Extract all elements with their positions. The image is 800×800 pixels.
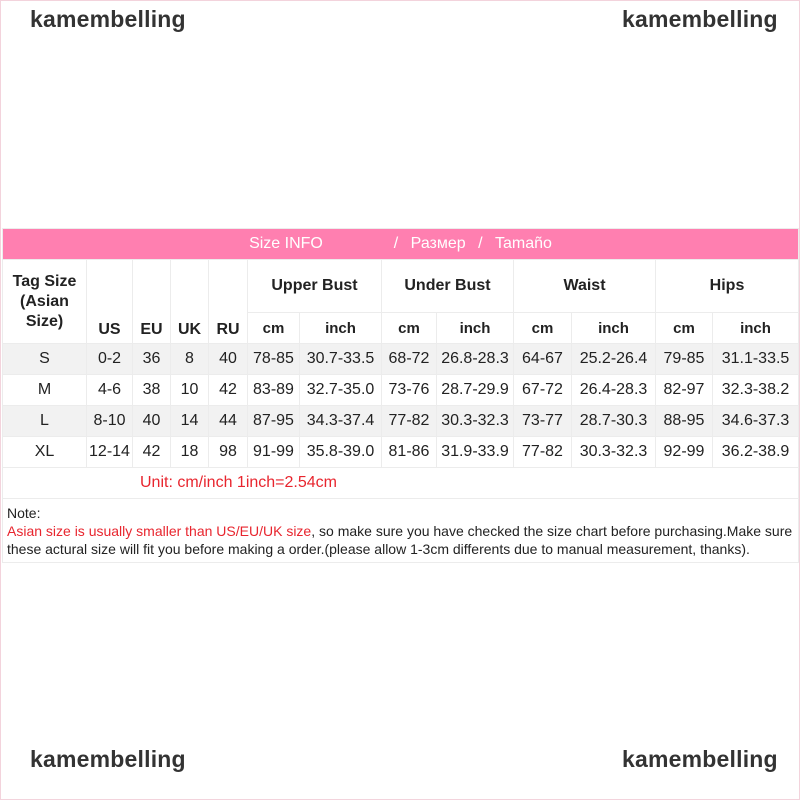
cell-uk: 18	[171, 437, 209, 468]
banner-size-info: Size INFO	[249, 235, 323, 252]
cell-waist-cm: 73-77	[514, 406, 572, 437]
cell-ru: 42	[209, 375, 248, 406]
cell-waist-inch: 30.3-32.3	[572, 437, 656, 468]
header-cm: cm	[514, 313, 572, 344]
banner-row	[3, 229, 799, 260]
cell-tag: S	[3, 344, 87, 375]
cell-upper-bust-cm: 83-89	[248, 375, 300, 406]
table-row	[3, 375, 799, 406]
header-inch: inch	[572, 313, 656, 344]
cell-waist-inch: 25.2-26.4	[572, 344, 656, 375]
banner-razmer: Размер	[410, 235, 466, 252]
header-hips: Hips	[656, 260, 799, 313]
cell-tag: L	[3, 406, 87, 437]
cell-upper-bust-inch: 35.8-39.0	[300, 437, 382, 468]
watermark-bottom-right: kamembelling	[622, 746, 778, 772]
cell-tag: XL	[3, 437, 87, 468]
cell-hips-inch: 31.1-33.5	[713, 344, 799, 375]
note-body	[7, 522, 794, 558]
header-under-bust: Under Bust	[382, 260, 514, 313]
cell-under-bust-inch: 28.7-29.9	[437, 375, 514, 406]
cell-eu: 42	[133, 437, 171, 468]
cell-waist-cm: 67-72	[514, 375, 572, 406]
unit-text: Unit: cm/inch 1inch=2.54cm	[3, 468, 799, 499]
cell-hips-cm: 92-99	[656, 437, 713, 468]
table-row	[3, 406, 799, 437]
cell-tag: M	[3, 375, 87, 406]
cell-waist-inch: 26.4-28.3	[572, 375, 656, 406]
cell-hips-cm: 82-97	[656, 375, 713, 406]
cell-under-bust-cm: 68-72	[382, 344, 437, 375]
note-label: Note:	[7, 505, 41, 521]
header-ru: RU	[209, 260, 248, 344]
cell-upper-bust-inch: 34.3-37.4	[300, 406, 382, 437]
cell-upper-bust-cm: 78-85	[248, 344, 300, 375]
cell-hips-inch: 36.2-38.9	[713, 437, 799, 468]
watermark-top-left: kamembelling	[30, 6, 186, 32]
cell-uk: 8	[171, 344, 209, 375]
cell-hips-inch: 34.6-37.3	[713, 406, 799, 437]
banner-tamano: Tamaño	[495, 235, 552, 252]
cell-waist-inch: 28.7-30.3	[572, 406, 656, 437]
cell-eu: 36	[133, 344, 171, 375]
note-text: , so make sure you have checked the size chart before purchasing.Make sure these actural size will fit you before making a order.(please allow 1-3cm differents due to manual measurement, thanks).	[7, 523, 793, 557]
header-uk: UK	[171, 260, 209, 344]
cell-hips-inch: 32.3-38.2	[713, 375, 799, 406]
table-row	[3, 437, 799, 468]
cell-us: 12-14	[87, 437, 133, 468]
cell-hips-cm: 88-95	[656, 406, 713, 437]
cell-under-bust-cm: 81-86	[382, 437, 437, 468]
cell-ru: 40	[209, 344, 248, 375]
header-inch: inch	[713, 313, 799, 344]
cell-under-bust-inch: 31.9-33.9	[437, 437, 514, 468]
cell-under-bust-inch: 30.3-32.3	[437, 406, 514, 437]
cell-ru: 98	[209, 437, 248, 468]
watermark-bottom-left: kamembelling	[30, 746, 186, 772]
banner-separator: /	[393, 235, 399, 252]
cell-us: 8-10	[87, 406, 133, 437]
header-waist: Waist	[514, 260, 656, 313]
banner-title	[3, 229, 799, 260]
cell-upper-bust-inch: 30.7-33.5	[300, 344, 382, 375]
cell-ru: 44	[209, 406, 248, 437]
header-us: US	[87, 260, 133, 344]
header-inch: inch	[300, 313, 382, 344]
header-cm: cm	[656, 313, 713, 344]
cell-uk: 10	[171, 375, 209, 406]
cell-waist-cm: 77-82	[514, 437, 572, 468]
banner-separator: /	[478, 235, 483, 252]
header-upper-bust: Upper Bust	[248, 260, 382, 313]
watermark-top-right: kamembelling	[622, 6, 778, 32]
header-inch: inch	[437, 313, 514, 344]
cell-eu: 38	[133, 375, 171, 406]
cell-upper-bust-cm: 87-95	[248, 406, 300, 437]
cell-under-bust-cm: 73-76	[382, 375, 437, 406]
header-group-row	[3, 260, 799, 313]
cell-under-bust-inch: 26.8-28.3	[437, 344, 514, 375]
note-block	[3, 499, 799, 563]
cell-hips-cm: 79-85	[656, 344, 713, 375]
cell-eu: 40	[133, 406, 171, 437]
cell-under-bust-cm: 77-82	[382, 406, 437, 437]
size-chart	[2, 228, 798, 570]
unit-row	[3, 468, 799, 499]
note-warning: Asian size is usually smaller than US/EU/UK size	[7, 523, 312, 539]
cell-uk: 14	[171, 406, 209, 437]
header-cm: cm	[248, 313, 300, 344]
header-eu: EU	[133, 260, 171, 344]
header-tag-size: Tag Size (Asian Size)	[3, 260, 87, 344]
cell-upper-bust-inch: 32.7-35.0	[300, 375, 382, 406]
header-cm: cm	[382, 313, 437, 344]
cell-us: 0-2	[87, 344, 133, 375]
cell-upper-bust-cm: 91-99	[248, 437, 300, 468]
cell-us: 4-6	[87, 375, 133, 406]
size-table	[2, 228, 799, 563]
table-row	[3, 344, 799, 375]
note-row	[3, 499, 799, 563]
cell-waist-cm: 64-67	[514, 344, 572, 375]
